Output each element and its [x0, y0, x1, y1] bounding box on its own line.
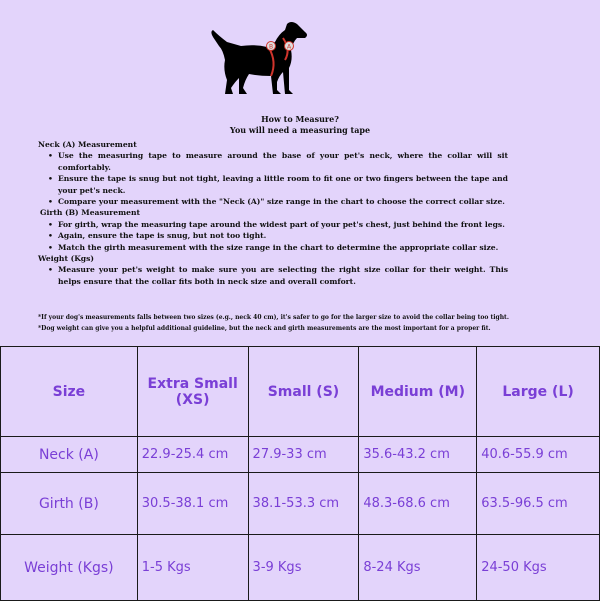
- table-cell: 22.9-25.4 cm: [137, 437, 248, 473]
- table-row: [1, 473, 600, 535]
- how-to-subtitle: You will need a measuring tape: [229, 125, 371, 135]
- table-cell: 3-9 Kgs: [248, 535, 359, 601]
- how-to-header: [0, 114, 600, 136]
- header-size: Size: [1, 347, 138, 437]
- footnotes: [38, 312, 538, 334]
- svg-text:A: A: [286, 43, 292, 51]
- list-item: • Ensure the tape is snug but not tight, leaving a little room to fit one or two fingers between the tape and your pet's neck.: [58, 173, 508, 196]
- table-row: [1, 437, 600, 473]
- list-item: • For girth, wrap the measuring tape around the widest part of your pet's chest, just behind the front legs.: [58, 219, 508, 230]
- row-label-girth: Girth (B): [1, 473, 138, 535]
- table-cell: 38.1-53.3 cm: [248, 473, 359, 535]
- header-l: Large (L): [477, 347, 600, 437]
- header-m: Medium (M): [359, 347, 477, 437]
- footnote: *Dog weight can give you a helpful additional guideline, but the neck and girth measurements are the most important for a proper fit.: [38, 325, 491, 332]
- list-item: • Again, ensure the tape is snug, but not too tight.: [58, 230, 508, 241]
- neck-heading: Neck (A) Measurement: [38, 140, 137, 149]
- list-item: • Match the girth measurement with the size range in the chart to determine the appropriate collar size.: [58, 242, 508, 253]
- list-item: • Compare your measurement with the "Neck (A)" size range in the chart to choose the correct collar size.: [58, 196, 508, 207]
- table-cell: 35.6-43.2 cm: [359, 437, 477, 473]
- list-item: • Measure your pet's weight to make sure you are selecting the right size collar for their weight. This helps ensure that the collar fits both in neck size and overall comfort.: [58, 264, 508, 287]
- svg-text:B: B: [268, 43, 274, 51]
- weight-bullets: [38, 264, 508, 287]
- footnote: *If your dog's measurements falls between two sizes (e.g., neck 40 cm), it's safer to go for the larger size to avoid the collar being too tight.: [38, 314, 509, 321]
- neck-bullets: [38, 150, 508, 207]
- table-cell: 63.5-96.5 cm: [477, 473, 600, 535]
- how-to-title: How to Measure?: [261, 114, 339, 124]
- dog-illustration: [205, 20, 325, 120]
- table-cell: 8-24 Kgs: [359, 535, 477, 601]
- row-label-weight: Weight (Kgs): [1, 535, 138, 601]
- girth-bullets: [38, 219, 508, 253]
- table-cell: 48.3-68.6 cm: [359, 473, 477, 535]
- measurement-instructions: [38, 139, 508, 287]
- header-s: Small (S): [248, 347, 359, 437]
- table-header-row: [1, 347, 600, 437]
- table-cell: 30.5-38.1 cm: [137, 473, 248, 535]
- weight-heading: Weight (Kgs): [38, 254, 94, 264]
- girth-heading: Girth (B) Measurement: [40, 208, 140, 218]
- table-cell: 24-50 Kgs: [477, 535, 600, 601]
- row-label-neck: Neck (A): [1, 437, 138, 473]
- list-item: • Use the measuring tape to measure around the base of your pet's neck, where the collar will sit comfortably.: [58, 150, 508, 173]
- table-cell: 1-5 Kgs: [137, 535, 248, 601]
- table-cell: 40.6-55.9 cm: [477, 437, 600, 473]
- dog-silhouette-icon: [205, 20, 325, 120]
- size-chart-table: [0, 346, 600, 601]
- table-row: [1, 535, 600, 601]
- table-cell: 27.9-33 cm: [248, 437, 359, 473]
- header-xs: Extra Small (XS): [137, 347, 248, 437]
